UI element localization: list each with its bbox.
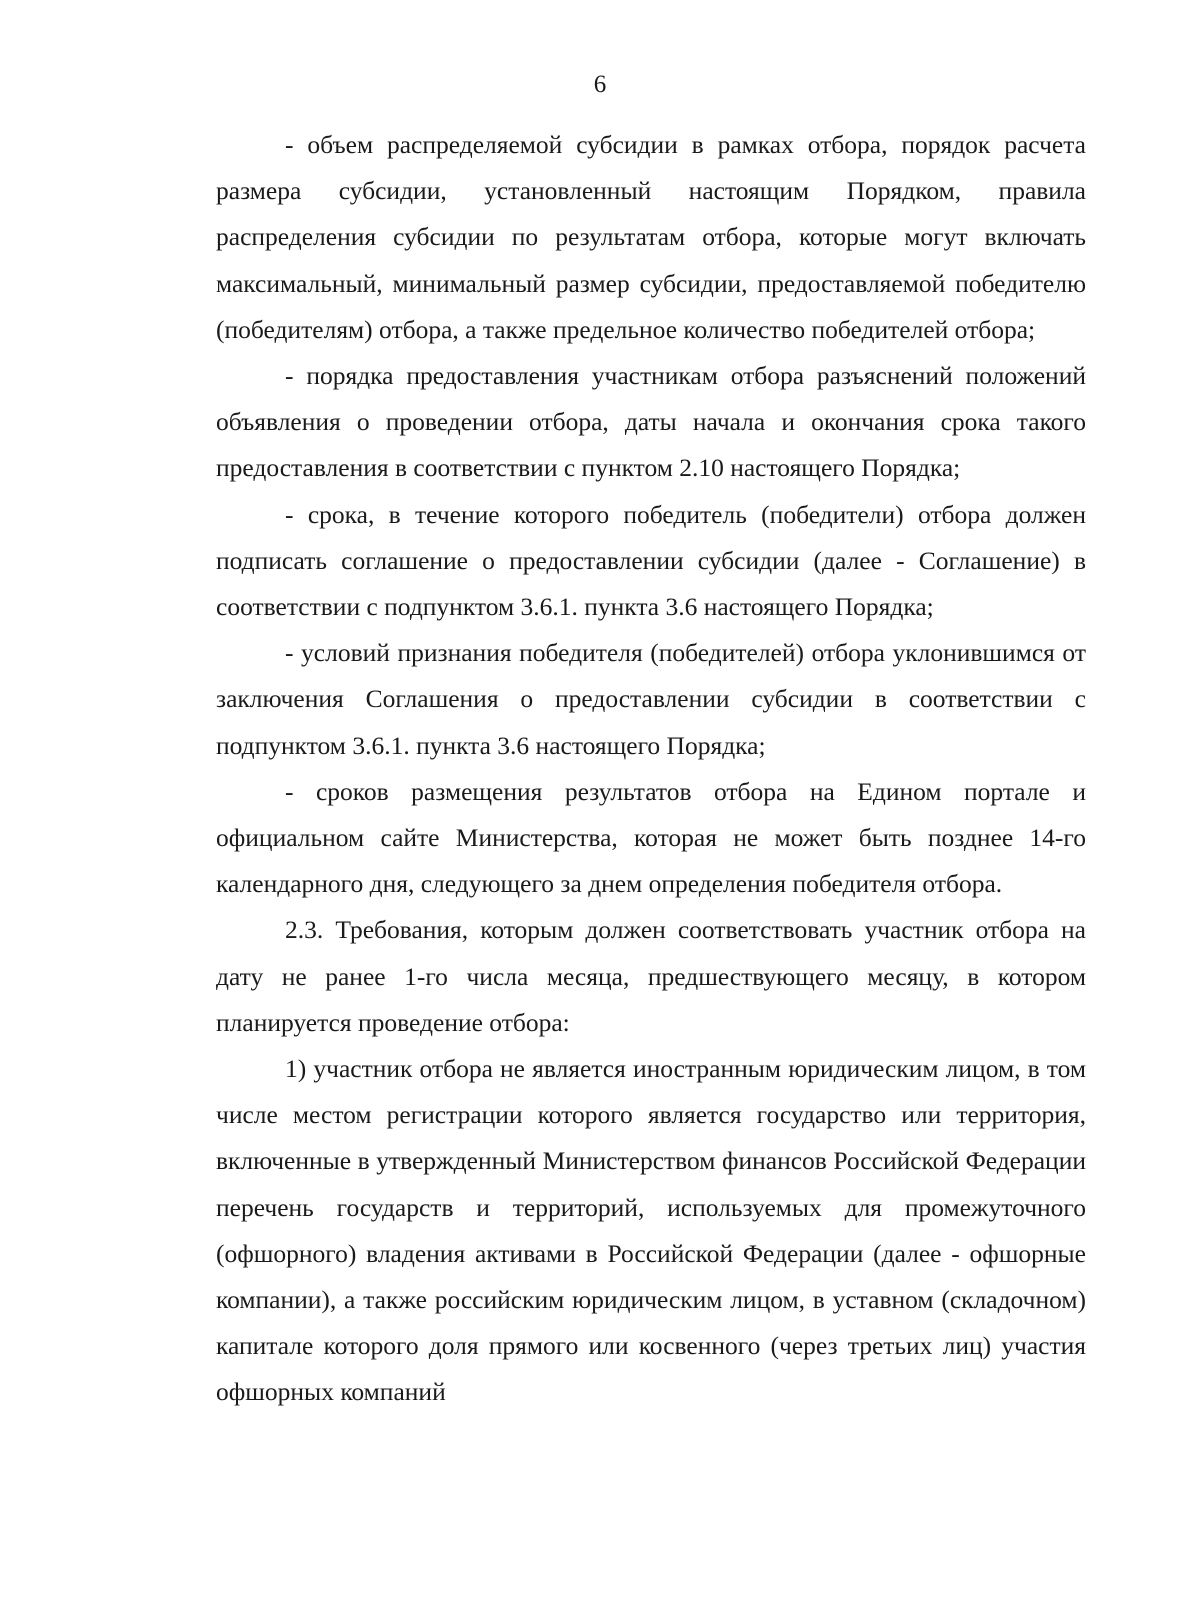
paragraph-agreement-deadline: - срока, в течение которого победитель (победители) отбора должен подписать соглашение о предоставлении субсидии (далее - Соглашение) в соответствии с подпунктом 3.6.1. пункта 3.6 настоящего Порядка; [216,499,1086,622]
page-number: 6 [593,71,607,98]
paragraph-clarification-procedure: - порядка предоставления участникам отбора разъяснений положений объявления о проведении отбора, даты начала и окончания срока такого предоставления в соответствии с пунктом 2.10 настоящего Порядка; [216,361,1086,483]
paragraph-results-publication: - сроков размещения результатов отбора на Едином портале и официальном сайте Министерства, которая не может быть позднее 14-го календарного дня, следующего за днем определения победителя отбора. [216,776,1086,899]
paragraph-requirements-2-3: 2.3. Требования, которым должен соответствовать участник отбора на дату не ранее 1-го числа месяца, предшествующего месяцу, в котором планируется проведение отбора: [216,915,1086,1037]
paragraph-requirement-1: 1) участник отбора не является иностранным юридическим лицом, в том числе местом регистрации которого является государство или территория, включенные в утвержденный Министерством финансов Российской Федерации перечень государств и территорий, используемых для промежуточного (офшорного) владения активами в Российской Федерации (далее - офшорные компании), а также российским юридическим лицом, в уставном (складочном) капитале которого доля прямого или косвенного (через третьих лиц) участия офшорных компаний [216,1054,1086,1407]
paragraph-subsidy-volume: - объем распределяемой субсидии в рамках отбора, порядок расчета размера субсидии, установленный настоящим Порядком, правила распределения субсидии по результатам отбора, которые могут включать максимальный, минимальный размер субсидии, предоставляемой победителю (победителям) отбора, а также предельное количество победителей отбора; [216,130,1086,344]
document-body [216,122,1086,1416]
paragraph-evasion-conditions: - условий признания победителя (победителей) отбора уклонившимся от заключения Соглашения о предоставлении субсидии в соответствии с подпунктом 3.6.1. пункта 3.6 настоящего Порядка; [216,638,1086,760]
